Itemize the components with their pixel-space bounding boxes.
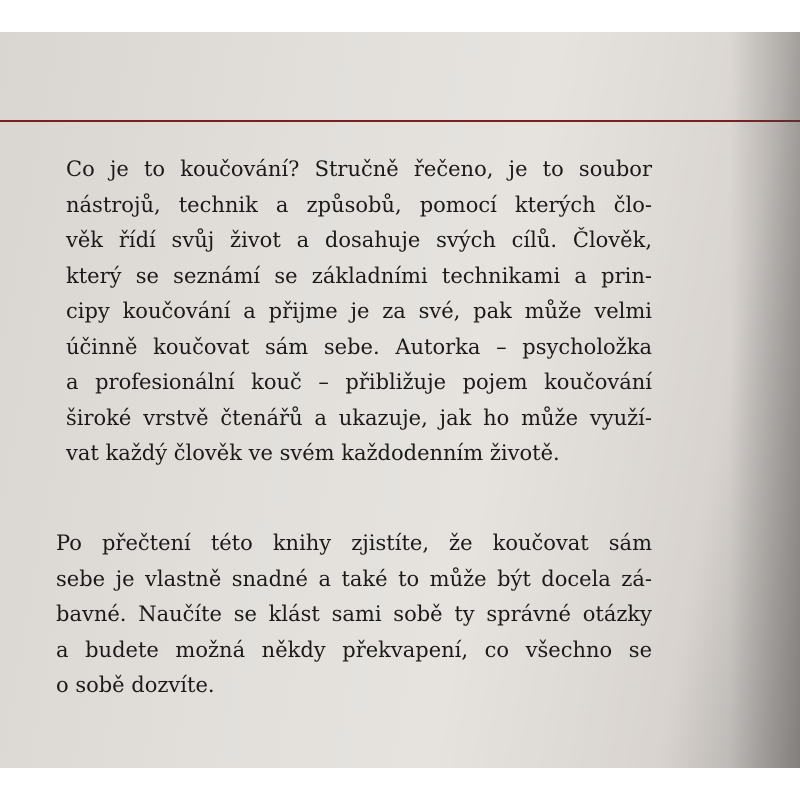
text-line: a profesionální kouč – přibližuje pojem koučování: [66, 370, 652, 394]
decorative-rule: [0, 120, 800, 122]
text-line: široké vrstvě čtenářů a ukazuje, jak ho může využí-: [66, 405, 652, 430]
text-line: nástrojů, technik a způsobů, pomocí kterých člo-: [66, 192, 652, 217]
text-line: bavné. Naučíte se klást sami sobě ty správné otázky: [56, 602, 652, 626]
text-line: který se seznámí se základními technikami a prin-: [66, 263, 652, 288]
text-line: Po přečtení této knihy zjistíte, že koučovat sám: [56, 531, 652, 555]
blurb-paragraph-2: [56, 526, 652, 704]
page-edge-shadow: [730, 32, 800, 768]
text-line: účinně koučovat sám sebe. Autorka – psycholožka: [66, 334, 652, 359]
text-line: cipy koučování a přijme je za své, pak může velmi: [66, 299, 652, 323]
text-line: a budete možná někdy překvapení, co všechno se: [56, 637, 652, 662]
blurb-paragraph-1: [66, 152, 652, 472]
text-line: sebe je vlastně snadné a také to může být docela zá-: [56, 566, 652, 591]
text-line: Co je to koučování? Stručně řečeno, je to soubor: [66, 157, 652, 181]
text-line: věk řídí svůj život a dosahuje svých cílů. Člověk,: [66, 228, 652, 252]
text-line: vat každý člověk ve svém každodenním životě.: [66, 441, 560, 465]
text-line: o sobě dozvíte.: [56, 673, 215, 697]
